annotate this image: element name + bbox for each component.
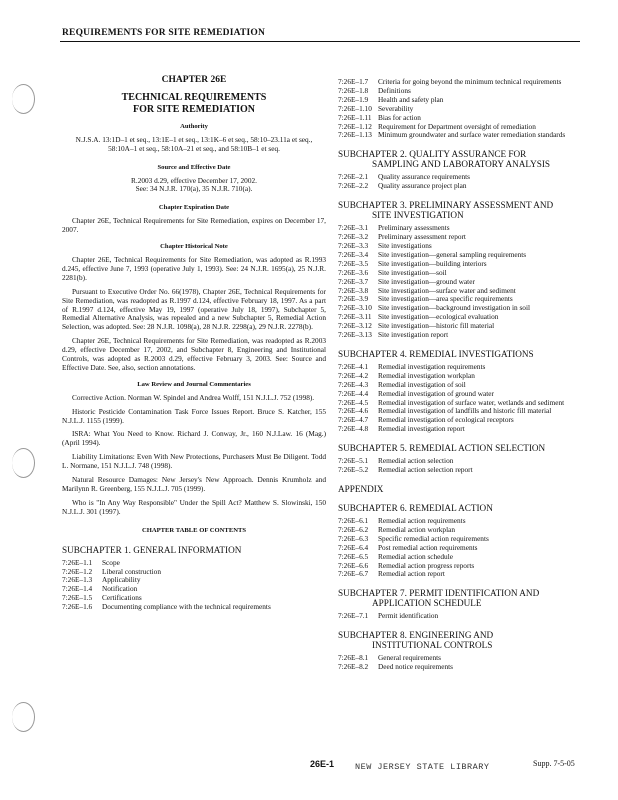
toc-row bbox=[338, 331, 582, 340]
section-title: Applicability bbox=[102, 575, 141, 585]
subchapter-heading bbox=[338, 484, 582, 494]
section-number: 7:26E–1.4 bbox=[62, 584, 93, 594]
section-title: Criteria for going beyond the minimum technical requirements bbox=[378, 77, 562, 86]
section-title: Remedial investigation workplan bbox=[378, 370, 475, 380]
supplement-date: Supp. 7-5-05 bbox=[533, 759, 575, 768]
section-number: 7:26E–3.8 bbox=[338, 285, 369, 295]
toc-row bbox=[338, 233, 582, 242]
subchapter-title: SUBCHAPTER 8. ENGINEERING AND bbox=[338, 630, 494, 641]
law-review-entry: Historic Pesticide Contamination Task Force Issues Report. Bruce S. Katcher, 155 N.J.L.J. 1155 (1999). bbox=[62, 406, 326, 425]
toc-row bbox=[338, 260, 582, 269]
punch-hole-middle bbox=[12, 448, 35, 478]
section-title: Bias for action bbox=[378, 112, 421, 122]
section-number: 7:26E–2.1 bbox=[338, 172, 369, 182]
section-number: 7:26E–3.5 bbox=[338, 258, 369, 268]
header-rule bbox=[60, 41, 580, 42]
section-number: 7:26E–3.12 bbox=[338, 321, 372, 331]
section-number: 7:26E–8.1 bbox=[338, 653, 369, 663]
section-title: Severability bbox=[378, 103, 414, 113]
toc-row bbox=[338, 663, 582, 672]
section-title: Post remedial action requirements bbox=[378, 542, 478, 552]
law-review-list bbox=[62, 394, 326, 517]
page-number: 26E-1 bbox=[310, 759, 335, 769]
section-title: Remedial action report bbox=[378, 569, 445, 579]
section-title: Quality assurance project plan bbox=[378, 181, 467, 191]
section-title: Preliminary assessments bbox=[378, 223, 450, 233]
historical-heading: Chapter Historical Note bbox=[160, 243, 228, 251]
section-title: Scope bbox=[102, 557, 120, 567]
subchapter-title: SUBCHAPTER 4. REMEDIAL INVESTIGATIONS bbox=[338, 348, 534, 359]
toc-row bbox=[338, 654, 582, 663]
toc-row bbox=[338, 182, 582, 191]
toc-heading: CHAPTER TABLE OF CONTENTS bbox=[141, 526, 247, 534]
historical-notes bbox=[62, 256, 326, 373]
law-review-entry: Who is "In Any Way Responsible" Under the Spill Act? Matthew S. Slowinski, 150 N.J.L.J. 301 (1997). bbox=[62, 497, 326, 516]
section-number: 7:26E–4.4 bbox=[338, 388, 369, 398]
subchapter-heading bbox=[338, 200, 582, 220]
historical-note: Chapter 26E, Technical Requirements for Site Remediation, was adopted as R.1993 d.245, effective June 7, 1993 (operative July 1, 1993). See: 24 N.J.R. 1695(a), 25 N.J.R. 2281(b). bbox=[62, 254, 326, 282]
chapter-title-line1: TECHNICAL REQUIREMENTS bbox=[121, 91, 267, 103]
section-number: 7:26E–1.13 bbox=[338, 130, 372, 140]
section-number: 7:26E–6.3 bbox=[338, 533, 369, 543]
section-number: 7:26E–3.4 bbox=[338, 249, 369, 259]
section-number: 7:26E–6.4 bbox=[338, 542, 369, 552]
toc-row bbox=[338, 78, 582, 87]
library-stamp: NEW JERSEY STATE LIBRARY bbox=[355, 762, 490, 772]
toc-row bbox=[338, 425, 582, 434]
toc-row bbox=[338, 570, 582, 579]
subchapter-title-cont: SITE INVESTIGATION bbox=[372, 210, 464, 221]
toc-continued bbox=[338, 78, 582, 140]
authority-text: N.J.S.A. 13:1D–1 et seq., 13:1E–1 et seq., 13:1K–6 et seq., 58:10–23.11a et seq., 58:10A–1 et seq., 58:10A–21 et seq., and 58:10B–1 et seq. bbox=[75, 134, 313, 153]
law-review-entry: Corrective Action. Norman W. Spindel and Andrea Wolff, 151 N.J.L.J. 752 (1998). bbox=[72, 392, 315, 402]
subchapter-heading bbox=[338, 503, 582, 513]
expiration-heading: Chapter Expiration Date bbox=[158, 204, 230, 212]
toc-left bbox=[62, 545, 326, 612]
expiration-text: Chapter 26E, Technical Requirements for Site Remediation, expires on December 17, 2007. bbox=[62, 216, 326, 235]
section-number: 7:26E–1.12 bbox=[338, 121, 372, 131]
section-number: 7:26E–3.7 bbox=[338, 276, 369, 286]
punch-hole-top bbox=[12, 84, 35, 114]
section-number: 7:26E–6.2 bbox=[338, 524, 369, 534]
section-title: Site investigation—surface water and sediment bbox=[378, 285, 516, 295]
section-number: 7:26E–8.2 bbox=[338, 662, 369, 672]
section-number: 7:26E–3.11 bbox=[338, 312, 372, 322]
section-number: 7:26E–4.5 bbox=[338, 397, 369, 407]
subchapter-heading bbox=[338, 588, 582, 608]
section-number: 7:26E–1.10 bbox=[338, 103, 372, 113]
section-title: General requirements bbox=[378, 653, 442, 663]
punch-hole-bottom bbox=[12, 702, 35, 732]
section-title: Quality assurance requirements bbox=[378, 172, 470, 182]
subchapter-heading bbox=[338, 443, 582, 453]
section-title: Site investigation—area specific requirements bbox=[378, 294, 513, 304]
subchapter-title-cont: INSTITUTIONAL CONTROLS bbox=[372, 640, 493, 651]
section-title: Minimum groundwater and surface water remediation standards bbox=[378, 130, 566, 140]
section-title: Remedial investigation of landfills and historic fill material bbox=[378, 406, 552, 416]
section-number: 7:26E–1.6 bbox=[62, 602, 93, 612]
source-line1: R.2003 d.29, effective December 17, 2002. bbox=[131, 175, 257, 185]
section-title: Remedial action schedule bbox=[378, 551, 453, 561]
section-number: 7:26E–3.9 bbox=[338, 294, 369, 304]
section-title: Remedial investigation requirements bbox=[378, 361, 486, 371]
section-number: 7:26E–7.1 bbox=[338, 611, 369, 621]
section-title: Site investigation—general sampling requirements bbox=[378, 249, 527, 259]
section-number: 7:26E–3.1 bbox=[338, 223, 369, 233]
toc-row bbox=[338, 517, 582, 526]
subchapter-title: SUBCHAPTER 6. REMEDIAL ACTION bbox=[338, 503, 493, 513]
historical-note: Pursuant to Executive Order No. 66(1978), Chapter 26E, Technical Requirements for Site Remediation, was readopted as R.1997 d.124, effective February 18, 1997. As a part of R.1997 d.124, effective May 19, 1997 (operative July 18, 1997), Subchapter 5, Remedial Alternative Analysis, was repealed and a new Subchapter 5, Remedial Action Selection, was adopted. See: 28 N.J.R. 1098(a), 28 N.J.R. 2298(a), 29 N.J.R. 2278(b). bbox=[62, 286, 326, 332]
section-number: 7:26E–1.1 bbox=[62, 557, 93, 567]
chapter-title bbox=[62, 92, 326, 116]
section-title: Site investigation report bbox=[378, 330, 449, 340]
source-line2: See: 34 N.J.R. 170(a), 35 N.J.R. 710(a). bbox=[135, 184, 253, 194]
law-review-entry: Natural Resource Damages: New Jersey's New Approach. Dennis Krumholz and Marilynn R. Greenberg, 155 N.J.L.J. 705 (1999). bbox=[62, 475, 326, 493]
section-title: Remedial action selection report bbox=[378, 465, 473, 475]
source-heading: Source and Effective Date bbox=[157, 163, 231, 171]
section-title: Notification bbox=[102, 584, 138, 594]
law-review-heading: Law Review and Journal Commentaries bbox=[137, 380, 251, 388]
toc-row bbox=[338, 612, 582, 621]
section-title: Remedial action workplan bbox=[378, 524, 455, 534]
section-number: 7:26E–4.6 bbox=[338, 406, 369, 416]
chapter-title-line2: FOR SITE REMEDIATION bbox=[132, 103, 256, 115]
section-title: Site investigations bbox=[378, 240, 432, 250]
subchapter-title: SUBCHAPTER 3. PRELIMINARY ASSESSMENT AND bbox=[338, 200, 554, 211]
section-number: 7:26E–4.8 bbox=[338, 424, 369, 434]
section-title: Permit identification bbox=[378, 611, 439, 621]
left-column bbox=[62, 76, 326, 612]
chapter-number: CHAPTER 26E bbox=[161, 75, 227, 85]
section-number: 7:26E–4.3 bbox=[338, 379, 369, 389]
section-title: Site investigation—background investigation in soil bbox=[378, 303, 531, 313]
running-head: REQUIREMENTS FOR SITE REMEDIATION bbox=[62, 28, 266, 38]
section-number: 7:26E–2.2 bbox=[338, 181, 369, 191]
section-title: Remedial investigation of surface water, wetlands and sediment bbox=[378, 397, 565, 407]
section-number: 7:26E–4.2 bbox=[338, 370, 369, 380]
section-number: 7:26E–3.6 bbox=[338, 267, 369, 277]
subchapter-title: SUBCHAPTER 2. QUALITY ASSURANCE FOR bbox=[338, 149, 527, 160]
toc-row bbox=[338, 322, 582, 331]
section-number: 7:26E–1.8 bbox=[338, 85, 369, 95]
section-title: Liberal construction bbox=[102, 566, 161, 576]
law-review-entry: ISRA: What You Need to Know. Richard J. Conway, Jr., 160 N.J.Law. 16 (Mag.) (April 1994). bbox=[62, 429, 326, 448]
section-number: 7:26E–1.5 bbox=[62, 593, 93, 603]
section-title: Site investigation—ground water bbox=[378, 276, 475, 286]
authority-heading: Authority bbox=[180, 122, 208, 130]
section-number: 7:26E–1.2 bbox=[62, 566, 93, 576]
section-title: Site investigation—historic fill material bbox=[378, 321, 495, 331]
section-title: Site investigation—building interiors bbox=[378, 258, 487, 268]
section-number: 7:26E–1.11 bbox=[338, 112, 372, 122]
section-title: Specific remedial action requirements bbox=[378, 533, 489, 543]
section-title: Requirement for Department oversight of remediation bbox=[378, 121, 536, 131]
subchapter-title-cont: APPLICATION SCHEDULE bbox=[372, 598, 482, 609]
toc-row bbox=[62, 603, 326, 612]
section-title: Remedial action requirements bbox=[378, 516, 466, 525]
toc-row bbox=[338, 96, 582, 105]
section-title: Definitions bbox=[378, 85, 411, 95]
section-title: Preliminary assessment report bbox=[378, 232, 466, 242]
section-title: Remedial investigation of soil bbox=[378, 379, 466, 389]
toc-row bbox=[338, 131, 582, 140]
section-number: 7:26E–6.1 bbox=[338, 516, 369, 525]
toc-row bbox=[338, 87, 582, 96]
section-number: 7:26E–1.3 bbox=[62, 575, 93, 585]
subchapter-title: SUBCHAPTER 5. REMEDIAL ACTION SELECTION bbox=[338, 443, 546, 454]
toc-row bbox=[338, 562, 582, 571]
section-number: 7:26E–3.2 bbox=[338, 232, 369, 242]
section-number: 7:26E–5.1 bbox=[338, 456, 369, 466]
section-title: Remedial investigation of ecological receptors bbox=[378, 415, 514, 425]
subchapter-title: APPENDIX bbox=[338, 484, 384, 494]
section-number: 7:26E–6.6 bbox=[338, 560, 369, 570]
section-title: Deed notice requirements bbox=[378, 662, 453, 672]
subchapter-title: SUBCHAPTER 1. GENERAL INFORMATION bbox=[62, 544, 242, 555]
toc-row bbox=[338, 544, 582, 553]
section-title: Certifications bbox=[102, 593, 142, 603]
law-review-entry: Liability Limitations: Even With New Protections, Purchasers Must Be Diligent. Todd L. Normane, 151 N.J.L.J. 748 (1998). bbox=[62, 452, 326, 471]
section-number: 7:26E–5.2 bbox=[338, 465, 369, 475]
subchapter-heading bbox=[338, 630, 582, 650]
section-number: 7:26E–3.3 bbox=[338, 240, 369, 250]
toc-right bbox=[338, 149, 582, 672]
toc-row bbox=[338, 105, 582, 114]
section-number: 7:26E–4.7 bbox=[338, 415, 369, 425]
subchapter-title: SUBCHAPTER 7. PERMIT IDENTIFICATION AND bbox=[338, 588, 540, 599]
section-title: Documenting compliance with the technical requirements bbox=[102, 602, 271, 612]
section-title: Remedial investigation of ground water bbox=[378, 388, 494, 398]
historical-note: Chapter 26E, Technical Requirements for Site Remediation, was readopted as R.2003 d.29, effective December 17, 2002, and Subchapter 8, Engineering and Institutional Controls, was adopted as R.2003 d.29, effective February 3, 2003. See: Source and Effective Date. See, also, section annotations. bbox=[62, 336, 326, 372]
section-title: Remedial action selection bbox=[378, 456, 454, 466]
subchapter-title-cont: SAMPLING AND LABORATORY ANALYSIS bbox=[372, 159, 551, 170]
subchapter-heading bbox=[338, 349, 582, 359]
section-title: Remedial investigation report bbox=[378, 424, 465, 434]
section-title: Health and safety plan bbox=[378, 94, 444, 104]
section-number: 7:26E–4.1 bbox=[338, 361, 369, 371]
section-title: Site investigation—soil bbox=[378, 267, 447, 277]
section-number: 7:26E–6.5 bbox=[338, 551, 369, 561]
section-title: Remedial action progress reports bbox=[378, 560, 475, 570]
section-number: 7:26E–1.7 bbox=[338, 77, 369, 86]
subchapter-heading bbox=[338, 149, 582, 169]
section-number: 7:26E–3.13 bbox=[338, 330, 372, 340]
toc-row bbox=[338, 466, 582, 475]
section-number: 7:26E–3.10 bbox=[338, 303, 372, 313]
right-column bbox=[338, 78, 582, 672]
section-title: Site investigation—ecological evaluation bbox=[378, 312, 499, 322]
subchapter-heading bbox=[62, 545, 326, 555]
section-number: 7:26E–6.7 bbox=[338, 569, 369, 579]
section-number: 7:26E–1.9 bbox=[338, 94, 369, 104]
